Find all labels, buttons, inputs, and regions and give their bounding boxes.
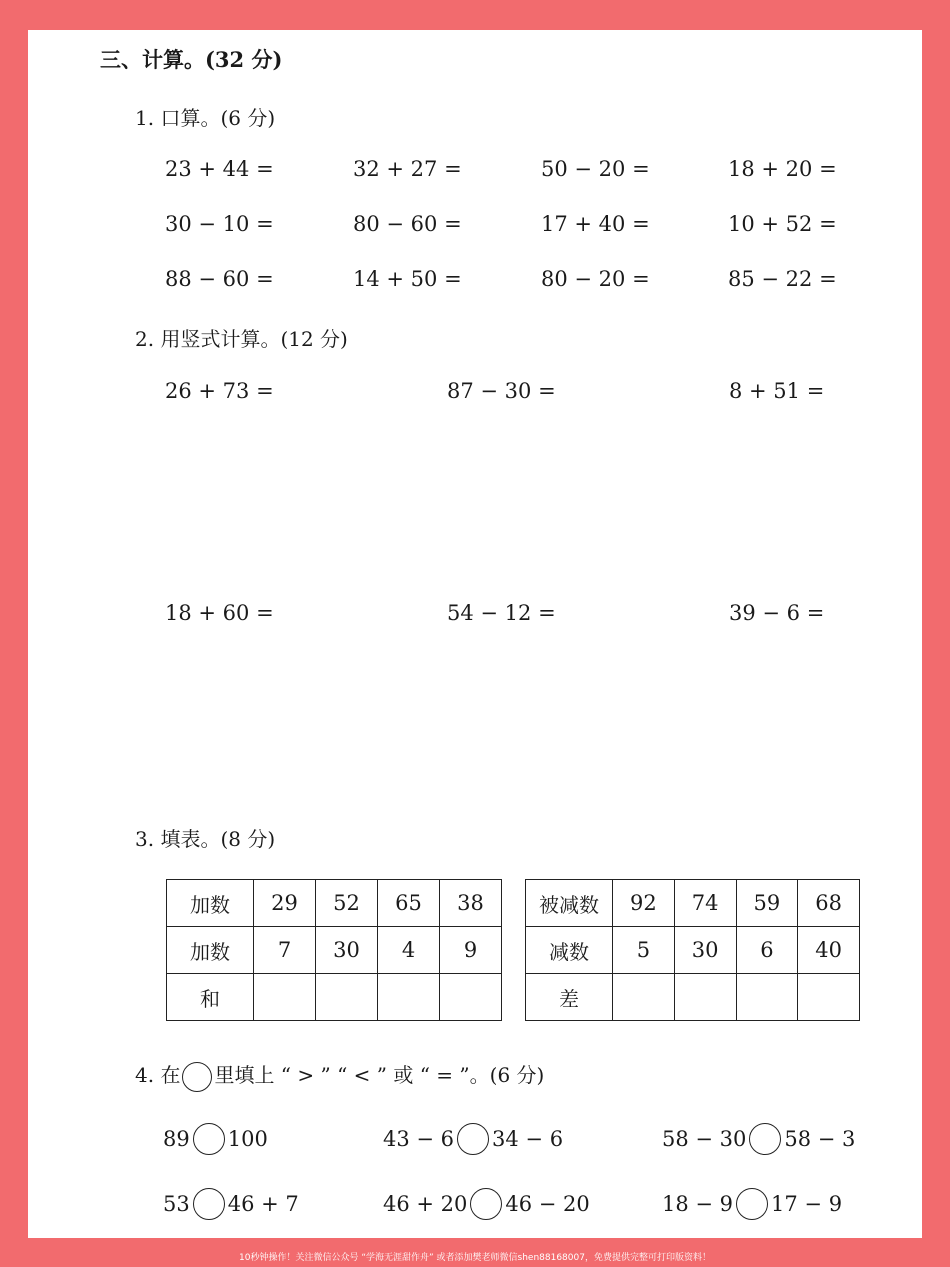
oral-calc-item: 18 + 20 = [728,157,837,181]
compare-right: 58 − 3 [784,1127,856,1151]
table-row [167,974,502,1021]
answer-cell[interactable] [440,974,502,1021]
table-cell: 40 [798,927,860,974]
answer-circle[interactable] [193,1188,225,1220]
compare-item [163,1188,299,1220]
table-cell: 68 [798,880,860,927]
oral-calc-item: 30 − 10 = [165,212,274,236]
compare-item [383,1188,590,1220]
addition-table [166,879,502,1021]
table-cell: 4 [378,927,440,974]
table-label: 和 [167,974,254,1021]
oral-calc-item: 88 − 60 = [165,267,274,291]
compare-item [383,1123,563,1155]
answer-cell[interactable] [613,974,675,1021]
table-cell: 74 [674,880,736,927]
table-cell: 65 [378,880,440,927]
table-label: 被减数 [526,880,613,927]
compare-left: 18 − 9 [662,1192,734,1216]
oral-calc-item: 14 + 50 = [353,267,462,291]
subtraction-table [525,879,860,1021]
compare-left: 53 [163,1192,190,1216]
oral-calc-item: 80 − 60 = [353,212,462,236]
table-cell: 92 [613,880,675,927]
table-cell: 9 [440,927,502,974]
vertical-calc-item: 26 + 73 = [165,379,274,403]
vertical-calc-item: 39 − 6 = [729,601,825,625]
compare-left: 58 − 30 [662,1127,747,1151]
table-cell: 7 [254,927,316,974]
compare-right: 46 − 20 [505,1192,590,1216]
part4-title [135,1059,544,1092]
answer-circle[interactable] [193,1123,225,1155]
compare-right: 100 [227,1127,268,1151]
answer-circle[interactable] [470,1188,502,1220]
circle-icon [182,1062,212,1092]
table-cell: 5 [613,927,675,974]
compare-item [163,1123,268,1155]
compare-left: 46 + 20 [383,1192,468,1216]
compare-right: 46 + 7 [227,1192,299,1216]
table-cell: 52 [316,880,378,927]
table-row [167,927,502,974]
table-cell: 29 [254,880,316,927]
oral-calc-item: 10 + 52 = [728,212,837,236]
vertical-calc-item: 8 + 51 = [729,379,825,403]
table-row [167,880,502,927]
table-cell: 30 [316,927,378,974]
oral-calc-item: 50 − 20 = [541,157,650,181]
oral-calc-item: 23 + 44 = [165,157,274,181]
table-cell: 38 [440,880,502,927]
part3-title: 3. 填表。(8 分) [135,827,276,851]
compare-item [662,1188,842,1220]
table-label: 加数 [167,927,254,974]
oral-calc-item: 80 − 20 = [541,267,650,291]
table-row [526,880,860,927]
vertical-calc-item: 87 − 30 = [447,379,556,403]
answer-circle[interactable] [736,1188,768,1220]
table-cell: 30 [674,927,736,974]
answer-cell[interactable] [674,974,736,1021]
answer-cell[interactable] [736,974,798,1021]
vertical-calc-item: 18 + 60 = [165,601,274,625]
oral-calc-item: 85 − 22 = [728,267,837,291]
answer-cell[interactable] [378,974,440,1021]
section-title: 三、计算。(32 分) [100,47,283,72]
footer-note: 10秒钟操作！关注微信公众号 “学海无涯甜作舟” 或者添加樊老师微信shen88168007，免费提供完整可打印版资料！ [239,1253,711,1263]
compare-left: 89 [163,1127,190,1151]
table-label: 减数 [526,927,613,974]
table-row [526,974,860,1021]
table-cell: 6 [736,927,798,974]
oral-calc-item: 17 + 40 = [541,212,650,236]
table-row [526,927,860,974]
part4-title-prefix: 4. 在 [135,1063,181,1087]
part2-title: 2. 用竖式计算。(12 分) [135,327,348,351]
compare-left: 43 − 6 [383,1127,455,1151]
part1-title: 1. 口算。(6 分) [135,106,276,130]
answer-circle[interactable] [457,1123,489,1155]
oral-calc-item: 32 + 27 = [353,157,462,181]
vertical-calc-item: 54 − 12 = [447,601,556,625]
answer-circle[interactable] [749,1123,781,1155]
compare-right: 17 − 9 [771,1192,843,1216]
compare-item [662,1123,855,1155]
part4-title-suffix: 里填上 “ > ” “ < ” 或 “ = ”。(6 分) [214,1063,545,1087]
table-label: 加数 [167,880,254,927]
answer-cell[interactable] [798,974,860,1021]
answer-cell[interactable] [316,974,378,1021]
table-cell: 59 [736,880,798,927]
table-label: 差 [526,974,613,1021]
answer-cell[interactable] [254,974,316,1021]
compare-right: 34 − 6 [492,1127,564,1151]
